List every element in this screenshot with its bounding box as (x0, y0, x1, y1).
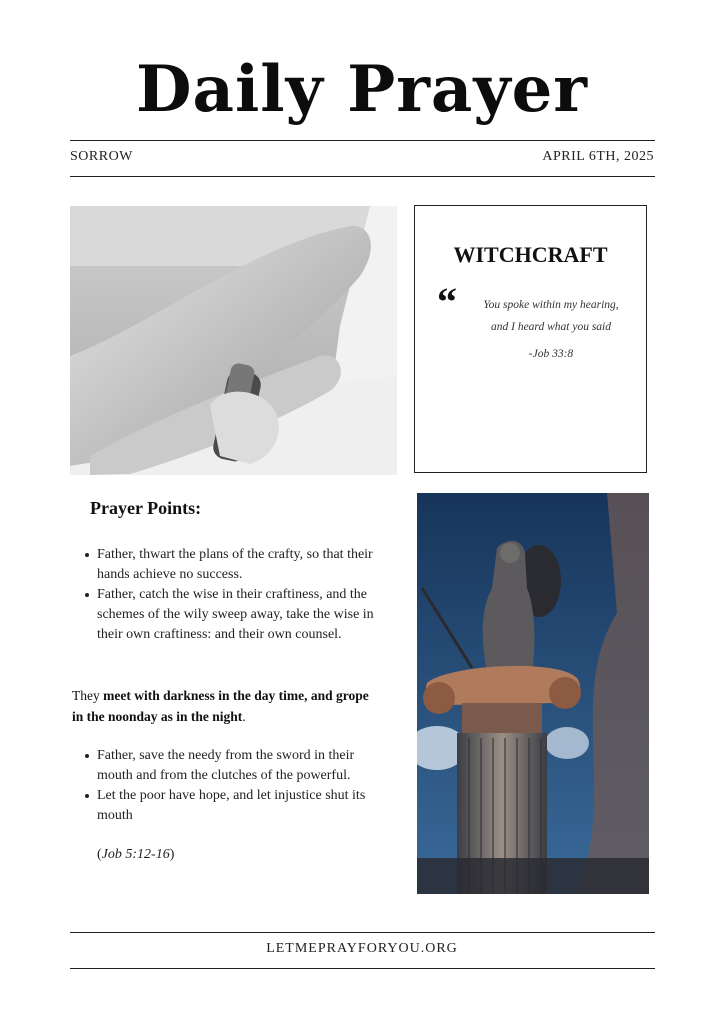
header-top-divider (70, 140, 655, 141)
athena-statue-illustration (417, 493, 649, 894)
scripture-quote-box (414, 205, 647, 473)
paragraph-end: . (242, 709, 246, 724)
footer-website: LETMEPRAYFORYOU.ORG (266, 941, 458, 956)
page-title: Daily Prayer (136, 52, 588, 127)
prayer-points-list-second (80, 746, 380, 826)
quote-reference: -Job 33:8 (528, 348, 574, 360)
scripture-citation (97, 847, 174, 863)
paragraph-bold-text: meet with darkness in the day time, and grope in the noonday as in the night (72, 688, 369, 724)
header-bottom-divider (70, 176, 655, 177)
quote-mark-icon: “ (437, 279, 457, 324)
citation-ref: Job 5:12-16 (101, 847, 170, 862)
quote-line-1: You spoke within my hearing, (483, 299, 619, 311)
paragraph-lead: They (72, 688, 104, 703)
citation-close: ) (169, 847, 175, 862)
treatment-photo-illustration (70, 206, 397, 475)
quote-box-title: WITCHCRAFT (453, 242, 608, 267)
list-item: Let the poor have hope, and let injustice shut its mouth (80, 786, 380, 826)
prayer-points-list-first (80, 545, 380, 645)
footer-bottom-divider (70, 968, 655, 969)
quote-line-2: and I heard what you said (491, 321, 611, 333)
category-label: SORROW (70, 149, 133, 164)
athena-statue-photo (417, 493, 649, 894)
quote-text (471, 294, 631, 338)
list-item: Father, catch the wise in their craftiness, and the schemes of the wily sweep away, take the wise in their own craftiness: and their own counsel. (80, 585, 380, 645)
footer-top-divider (70, 932, 655, 933)
date-label: APRIL 6TH, 2025 (542, 149, 654, 164)
scripture-paragraph (72, 685, 382, 727)
prayer-points-heading: Prayer Points: (90, 498, 202, 518)
list-item: Father, save the needy from the sword in their mouth and from the clutches of the powerful. (80, 746, 380, 786)
citation-open: ( (97, 847, 102, 862)
list-item: Father, thwart the plans of the crafty, so that their hands achieve no success. (80, 545, 380, 585)
treatment-photo (70, 206, 397, 475)
